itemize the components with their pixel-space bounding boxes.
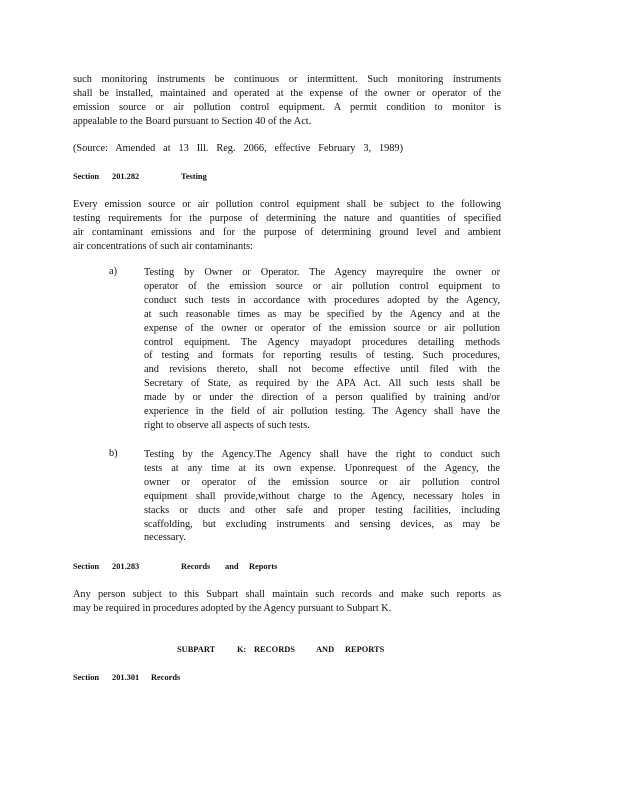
text-line: at such reasonable times as may be specified by the Agency and at the (144, 308, 500, 320)
section-title: Testing (181, 172, 207, 181)
text-line: operator of the emission source or air pollution control equipment to (144, 280, 500, 292)
section-number: 201.282 (112, 172, 140, 181)
section-title-word: Records (181, 562, 211, 571)
paragraph-monitoring (73, 73, 501, 129)
section-title-word: and (225, 562, 239, 571)
item-b-label: b) (109, 448, 118, 459)
source-note (73, 142, 403, 156)
subpart-word: AND (316, 645, 335, 654)
section-word: Section (73, 562, 100, 571)
text-line: control equipment. The Agency mayadopt procedures detailing methods (144, 336, 500, 348)
text-line: shall be installed, maintained and operated at the expense of the owner or operator of the (73, 87, 501, 99)
text-line: necessary. (144, 532, 186, 544)
subpart-word: RECORDS (254, 645, 295, 654)
subpart-word: REPORTS (345, 645, 385, 654)
subpart-word: K: (237, 645, 247, 654)
text-line: such monitoring instruments be continuous or intermittent. Such monitoring instruments (73, 74, 501, 85)
text-line: conduct such tests in accordance with procedures adopted by the Agency, (144, 294, 500, 306)
text-line: made by or under the direction of a person qualified by training and/or (144, 392, 500, 404)
text-line: equipment shall provide,without charge to the Agency, necessary holes in (144, 490, 500, 502)
section-number: 201.283 (112, 562, 140, 571)
text-line: expense of the owner or operator of the emission source or air pollution (144, 322, 500, 334)
text-line: scaffolding, but excluding instruments and sensing devices, as may be (144, 518, 500, 530)
paragraph-records (73, 588, 501, 616)
text-line: air concentrations of such air contaminants: (73, 240, 253, 252)
text-line: right to observe all aspects of such tests. (144, 419, 310, 431)
section-word: Section (73, 673, 100, 682)
section-number: 201.301 (112, 673, 140, 682)
item-a-body (144, 266, 500, 433)
item-b-body (144, 448, 500, 545)
text-line: and revisions thereto, shall not become effective until filed with the (144, 364, 500, 376)
section-word: Section (73, 172, 100, 181)
text-line: of testing and formats for reporting results of testing. Such procedures, (144, 350, 500, 362)
text-line: Testing by the Agency.The Agency shall have the right to conduct such (144, 449, 500, 460)
text-line: stacks or ducts and other safe and proper testing facilities, including (144, 504, 500, 516)
text-line: may be required in procedures adopted by the Agency pursuant to Subpart K. (73, 602, 392, 614)
text-line: testing requirements for the purpose of determining the nature and quantities of specified (73, 212, 501, 224)
subpart-word: SUBPART (177, 645, 216, 654)
text-line: emission source or air pollution control equipment. A permit condition to monitor is (73, 101, 501, 113)
text-line: Every emission source or air pollution control equipment shall be subject to the following (73, 199, 501, 210)
text-line: owner or operator of the emission source or air pollution control (144, 476, 500, 488)
text-line: Testing by Owner or Operator. The Agency mayrequire the owner or (144, 267, 500, 278)
text-line: (Source: Amended at 13 Ill. Reg. 2066, effective February 3, 1989) (73, 143, 403, 154)
section-title-word: Reports (249, 562, 278, 571)
text-line: Secretary of State, as required by the APA Act. All such tests shall be (144, 378, 500, 390)
text-line: appealable to the Board pursuant to Section 40 of the Act. (73, 115, 312, 127)
item-a-label: a) (109, 266, 117, 277)
paragraph-testing (73, 198, 501, 254)
section-title: Records (151, 673, 181, 682)
text-line: experience in the field of air pollution testing. The Agency shall have the (144, 406, 500, 418)
text-line: tests at any time at its own expense. Uponrequest of the Agency, the (144, 462, 500, 474)
text-line: Any person subject to this Subpart shall maintain such records and make such reports as (73, 589, 501, 600)
text-line: air contaminant emissions and for the purpose of determining ground level and ambient (73, 226, 501, 238)
